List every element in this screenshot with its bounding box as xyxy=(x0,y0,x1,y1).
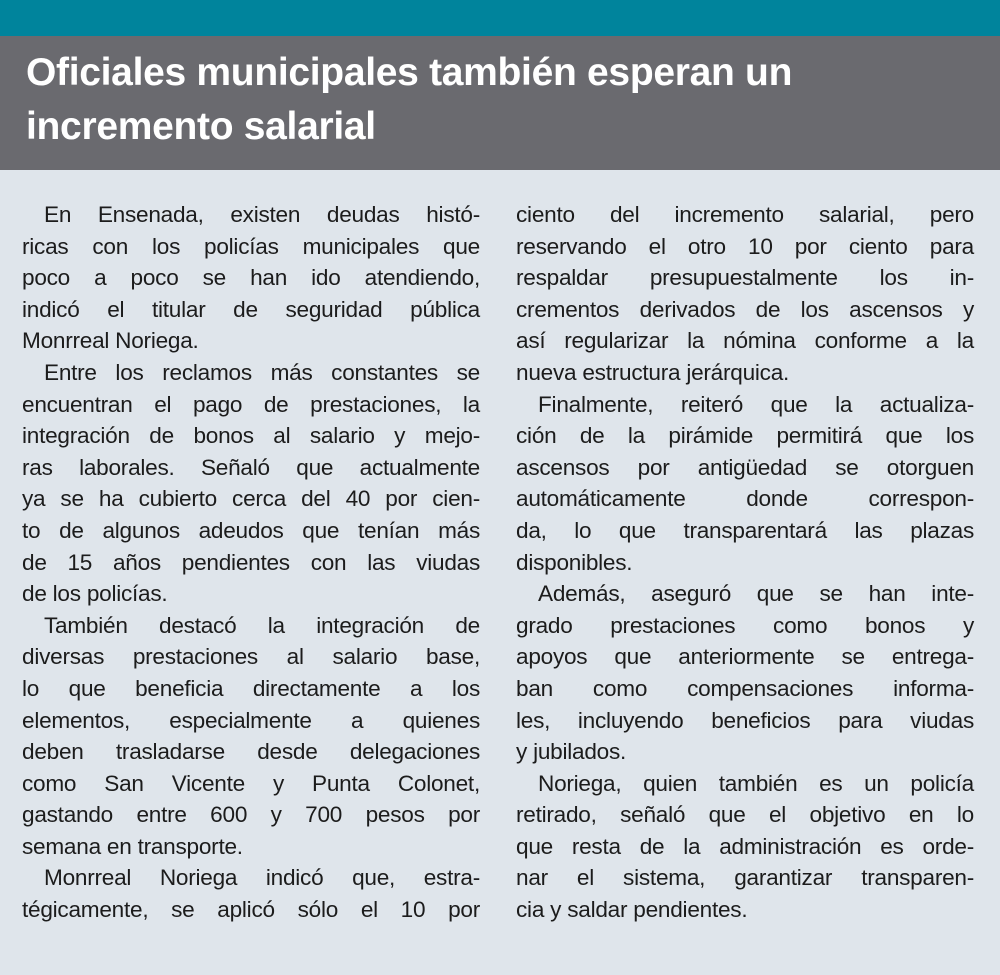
paragraph-line: elementos, especialmente a quienes xyxy=(22,707,480,733)
paragraph-line: to de algunos adeudos que tenían más xyxy=(22,517,480,543)
paragraph-line: ricas con los policías municipales que xyxy=(22,233,480,259)
paragraph-line: Monrreal Noriega indicó que, estra- xyxy=(44,865,480,891)
paragraph-line: lo que beneficia directamente a los xyxy=(22,675,480,701)
paragraph-line: También destacó la integración de xyxy=(44,612,480,638)
paragraph-line: nueva estructura jerárquica. xyxy=(516,359,790,385)
paragraph-line: como San Vicente y Punta Colonet, xyxy=(22,770,480,796)
article-column-1 xyxy=(22,199,480,926)
paragraph-line: y jubilados. xyxy=(516,739,627,765)
paragraph-line: cia y saldar pendientes. xyxy=(516,897,748,923)
paragraph-line: que resta de la administración es orde- xyxy=(516,833,974,859)
paragraph-line: así regularizar la nómina conforme a la xyxy=(516,328,974,354)
paragraph-line: ras laborales. Señaló que actualmente xyxy=(22,454,480,480)
paragraph-line: grado prestaciones como bonos y xyxy=(516,612,974,638)
article-paragraph xyxy=(516,389,974,579)
article-column-2 xyxy=(516,199,974,926)
paragraph-line: Finalmente, reiteró que la actualiza- xyxy=(538,391,974,417)
paragraph-line: En Ensenada, existen deudas histó- xyxy=(44,202,480,227)
paragraph-line: indicó el titular de seguridad pública xyxy=(22,296,480,322)
article-paragraph xyxy=(22,199,480,357)
article-paragraph xyxy=(22,862,480,925)
headline-line: incremento salarial xyxy=(26,105,376,148)
paragraph-line: retirado, señaló que el objetivo en lo xyxy=(516,802,974,828)
paragraph-line: les, incluyendo beneficios para viudas xyxy=(516,707,974,733)
headline xyxy=(26,46,986,154)
article-paragraph xyxy=(22,357,480,610)
paragraph-line: crementos derivados de los ascensos y xyxy=(516,296,974,322)
article-paragraph xyxy=(516,578,974,768)
paragraph-line: integración de bonos al salario y mejo- xyxy=(22,423,480,449)
headline-line: Oficiales municipales también esperan un xyxy=(26,51,793,94)
top-color-band xyxy=(0,0,1000,36)
paragraph-line: automáticamente donde correspon- xyxy=(516,486,974,512)
paragraph-line: respaldar presupuestalmente los in- xyxy=(516,265,974,291)
article-paragraph xyxy=(516,199,974,389)
paragraph-line: da, lo que transparentará las plazas xyxy=(516,517,974,543)
paragraph-line: Monrreal Noriega. xyxy=(22,328,199,354)
paragraph-line: ciento del incremento salarial, pero xyxy=(516,202,974,227)
paragraph-line: de 15 años pendientes con las viudas xyxy=(22,549,480,575)
paragraph-line: Entre los reclamos más constantes se xyxy=(44,359,480,385)
paragraph-line: ción de la pirámide permitirá que los xyxy=(516,423,974,449)
paragraph-line: encuentran el pago de prestaciones, la xyxy=(22,391,480,417)
paragraph-line: disponibles. xyxy=(516,549,633,575)
paragraph-line: gastando entre 600 y 700 pesos por xyxy=(22,802,480,828)
paragraph-line: ya se ha cubierto cerca del 40 por cien- xyxy=(22,486,480,512)
article-paragraph xyxy=(516,768,974,926)
article-paragraph xyxy=(22,610,480,863)
paragraph-line: ascensos por antigüedad se otorguen xyxy=(516,454,974,480)
paragraph-line: semana en transporte. xyxy=(22,833,243,859)
paragraph-line: apoyos que anteriormente se entrega- xyxy=(516,644,974,670)
paragraph-line: tégicamente, se aplicó sólo el 10 por xyxy=(22,897,480,923)
paragraph-line: de los policías. xyxy=(22,581,168,607)
paragraph-line: nar el sistema, garantizar transparen- xyxy=(516,865,974,891)
headline-bar xyxy=(0,36,1000,170)
paragraph-line: poco a poco se han ido atendiendo, xyxy=(22,265,480,291)
paragraph-line: diversas prestaciones al salario base, xyxy=(22,644,480,670)
paragraph-line: Además, aseguró que se han inte- xyxy=(538,581,974,607)
paragraph-line: Noriega, quien también es un policía xyxy=(538,770,974,796)
paragraph-line: deben trasladarse desde delegaciones xyxy=(22,739,480,765)
paragraph-line: reservando el otro 10 por ciento para xyxy=(516,233,974,259)
paragraph-line: ban como compensaciones informa- xyxy=(516,675,974,701)
